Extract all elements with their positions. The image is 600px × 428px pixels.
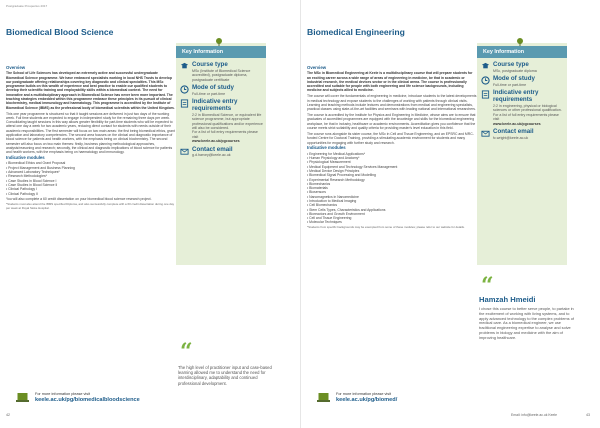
entry-requirements-more: For a list of full entry requirements please visit [192, 130, 258, 139]
key-information-box [477, 43, 567, 265]
modules-note: *Students from specific backgrounds may be exempted from some of these modules; please refer to our website for details. [307, 225, 465, 230]
key-information-box [176, 43, 266, 265]
list-item: • Clinical Pathology I [6, 187, 176, 191]
list-item: • Case Studies in Blood Science II [6, 183, 176, 187]
list-item: • Introduction to Medical Imaging [307, 199, 477, 203]
laptop-icon [15, 392, 30, 403]
modules-list [307, 152, 477, 225]
running-header: Postgraduate Prospectus 2017 [6, 4, 48, 8]
list-item: • Cell Biomechanics [307, 203, 477, 207]
list-item: • Bioreactors and Growth Environment [307, 212, 477, 216]
entry-requirements-link[interactable]: www.keele.ac.uk/pgcourses [192, 139, 240, 144]
list-item: • Biosensors [307, 190, 477, 194]
course-type-item [481, 62, 564, 73]
laptop-icon [316, 392, 331, 403]
mode-of-study-text: Full-time or part-time [493, 83, 527, 87]
student-quote: I chose this course to better serve people, to partake in the excitement of working with living systems, and to apply advanced technology to the complex problems of medical care. As a biomedical engineer, we use traditional engineering expertise to analyse and solve problems in biology and medicine with the aim of improving healthcare. [479, 306, 574, 340]
contact-email-item [481, 129, 564, 140]
entry-requirements-heading: Indicative entry requirements [192, 98, 238, 113]
list-item: • Medical Equipment and Technology Services Management [307, 165, 477, 169]
student-name: Hamzah Hmeidi [479, 295, 536, 304]
course-type-icon [180, 62, 189, 71]
course-type-heading: Course type [493, 61, 529, 68]
overview-intro: The MSc in Biomedical Engineering at Keele is a multidisciplinary course that will prepare students for an exciting career across a wide range of areas of engineering in medicine, be that in academic or industrial research, the medical devices sector or in the clinical arena. The course is professionally accredited and suitable for people with both engineering and life science backgrounds, including medicine and subjects allied to medicine. [307, 71, 473, 93]
main-text-column [307, 65, 477, 231]
footer-link[interactable]: keele.ac.uk/pg/biomedicalbloodscience [35, 397, 140, 403]
course-type-item [180, 62, 263, 82]
list-item: • Project Management and Business Planning [6, 166, 176, 170]
entry-requirements-heading: Indicative entry requirements [493, 89, 539, 104]
list-item: • Clinical Pathology II [6, 192, 176, 196]
modules-heading: Indicative modules [6, 155, 45, 161]
list-item: • Biomaterials [307, 186, 477, 190]
checklist-icon [481, 90, 490, 99]
contact-email-link[interactable]: fc.wright@keele.ac.uk [493, 135, 529, 140]
entry-requirements-link[interactable]: www.keele.ac.uk/pgcourses [493, 121, 541, 126]
mode-of-study-item [481, 76, 564, 87]
list-item: • Biomedical Ethics and Grant Proposal [6, 161, 176, 165]
overview-heading: Overview [6, 65, 26, 70]
checklist-icon [180, 99, 189, 108]
entry-requirements-more: For a list of full entry requirements please visit [493, 112, 559, 122]
list-item: • Research Methodologies* [6, 174, 176, 178]
page-number: 42 [6, 413, 10, 417]
list-item: • Nanomagnetics in Nanomedicine [307, 195, 477, 199]
mode-of-study-heading: Mode of study [493, 75, 535, 83]
footer-link[interactable]: keele.ac.uk/pg/biomed/ [336, 397, 398, 403]
modules-note: *Students must also attend the IBMS specified Diploma, and also successfully complete with a 60 credit dissertation during one day per week at Royal Stoke Hospital. [6, 202, 175, 210]
course-type-text: MSc, postgraduate diploma [493, 68, 537, 73]
right-page [300, 0, 600, 428]
contact-email-heading: Contact email [493, 128, 534, 136]
main-text-column [6, 65, 176, 212]
key-information-heading: Key Information [477, 46, 567, 58]
course-type-icon [481, 62, 490, 71]
footer-label: For more information please visit [336, 392, 392, 396]
list-item: • Stem Cells Types, Characteristics and Applications [307, 208, 477, 212]
list-item: • Case Studies in Blood Science I [6, 179, 176, 183]
entry-requirements-text: 2:2 in engineering, physical or biological sciences or other professional qualification. [493, 104, 562, 113]
list-item: • Cell and Tissue Engineering [307, 216, 477, 220]
contact-email-link[interactable]: g.d.harvey@keele.ac.uk [192, 153, 231, 158]
modules-list [6, 161, 176, 195]
contact-email-item [180, 147, 263, 158]
overview-intro: The School of Life Sciences has developed an extremely active and successful undergraduate Biomedical Science programme. We have embraced specialists working in local NHS Trusts to develop our postgraduate offering relationships covering key diagnostic and clinical specialties. This MSc programme builds on this wealth of experience and best practice to enable our qualified students to develop their scientific training and employability skills within a biomedical context. The need for innovative and a multidisciplinary approach in Biomedical Science has never been more important. The teaching strategies embedded within this programme embrace these principles in its pursuit of clinical biochemistry, medical immunology and haematology. This programme is accredited by the Institute of Biomedical Science (IBMS) as the professional body of biomedical scientists within the United Kingdom. [6, 71, 175, 110]
contact-email-heading: Contact email [192, 145, 233, 153]
list-item: • Physiological Measurement [307, 160, 477, 164]
list-item: • Advanced Laboratory Techniques* [6, 170, 176, 174]
list-item: • Human Physiology and Anatomy* [307, 156, 477, 160]
page-number: 43 [586, 413, 590, 417]
course-type-text: MSc (Institute of Biomedical Science accredited), postgraduate diploma, postgraduate certificate [192, 68, 251, 82]
email-icon [481, 129, 490, 138]
clock-icon [481, 76, 490, 85]
mode-of-study-heading: Mode of study [192, 84, 234, 92]
list-item: • Experimental Research Methodology [307, 178, 477, 182]
entry-requirements-item [481, 90, 564, 126]
page-title: Biomedical Engineering [307, 27, 405, 37]
mode-of-study-text: Full-time or part-time [192, 91, 226, 96]
list-item: • Molecular Techniques [307, 220, 477, 224]
list-item: • Medical Device Design Principles [307, 169, 477, 173]
entry-requirements-item [180, 99, 263, 143]
student-quote: The high level of practitioner input and case-based learning allowed me to understand the need for interdisciplinary, adaptability and continued professional development. [178, 365, 272, 386]
quote-mark-icon: “ [180, 339, 193, 365]
sister-course-paragraph: The course runs alongside its sister course, the MSc in Cell and Tissue Engineering, and an EPSRC and MRC-funded Centre for Doctoral Training, providing a stimulating academic environment for students and many opportunities for engaging with further study and research. [307, 131, 474, 145]
overview-paragraph: This one year programme is structured so that it taught sessions are delivered in just two days of the working week. Full time students are expected to engage in independent study for the remaining three days per week. Consolidating taught sessions in this way allows greater flexibility for part-time students who will be expected to attend one day a week for two academic years, reducing direct contact for students with needs outside of their academic responsibilities. The first semester will focus on two main areas: the first being biomedical ethics, grant application and laboratory competencies. The second area focuses on the clinical and diagnostic importance of blood science for patients and health workers, with the emphasis being on clinical biochemistry. The second semester will also focus on two main themes: firstly, business planning methodological approaches, analysis/reasoning and research; secondly, the clinical and diagnostic implications of blood science for patients and health workers, with the emphasis being on haematology and immunology. [6, 111, 175, 155]
list-item: • Biomechanics [307, 182, 477, 186]
footer-label: For more information please visit [35, 392, 91, 396]
entry-requirements-text: 2:2 in Biomedical Science, or equivalent life science programme, but appropriate professional qualifications and/or experience will also be considered. [192, 112, 263, 131]
list-item: • Biomedical Signal Processing and Modelling [307, 173, 477, 177]
modules-heading: Indicative modules [307, 145, 346, 151]
overview-paragraph: The course will cover the fundamentals of engineering in medicine, introduce students to the latest developments in medical technology and expose students to the challenges of working with patients through clinical visits. Learning and teaching methods include lectures and demonstrations from medical and engineering specialists, practical classes using state-of-the-art facilities and seminars with leading national and international researchers. [307, 94, 477, 112]
dissertation-paragraph: You will also complete a 60 credit dissertation on your biomedical blood science research project. [6, 197, 152, 202]
key-information-heading: Key Information [176, 46, 266, 58]
overview-heading: Overview [307, 65, 327, 70]
quote-mark-icon: “ [481, 273, 494, 299]
accreditation-paragraph: The course is accredited by the Institute for Physics and Engineering in Medicine, whose aims are to ensure that graduates of accredited programmes are equipped with the knowledge and skills for the biomedical engineering workplace, be that in industry, healthcare or academic environments. Accreditation gives you confidence that the course meets strict suitability and quality criteria for providing master's level education in this field. [307, 113, 476, 131]
list-item: • Engineering for Medical Applications* [307, 152, 477, 156]
mode-of-study-item [180, 85, 263, 96]
email-icon [180, 147, 189, 156]
footer-contact: Email: info@keele.ac.uk Keele [511, 413, 558, 417]
page-title: Biomedical Blood Science [6, 27, 114, 37]
course-type-heading: Course type [192, 61, 228, 68]
clock-icon [180, 85, 189, 94]
